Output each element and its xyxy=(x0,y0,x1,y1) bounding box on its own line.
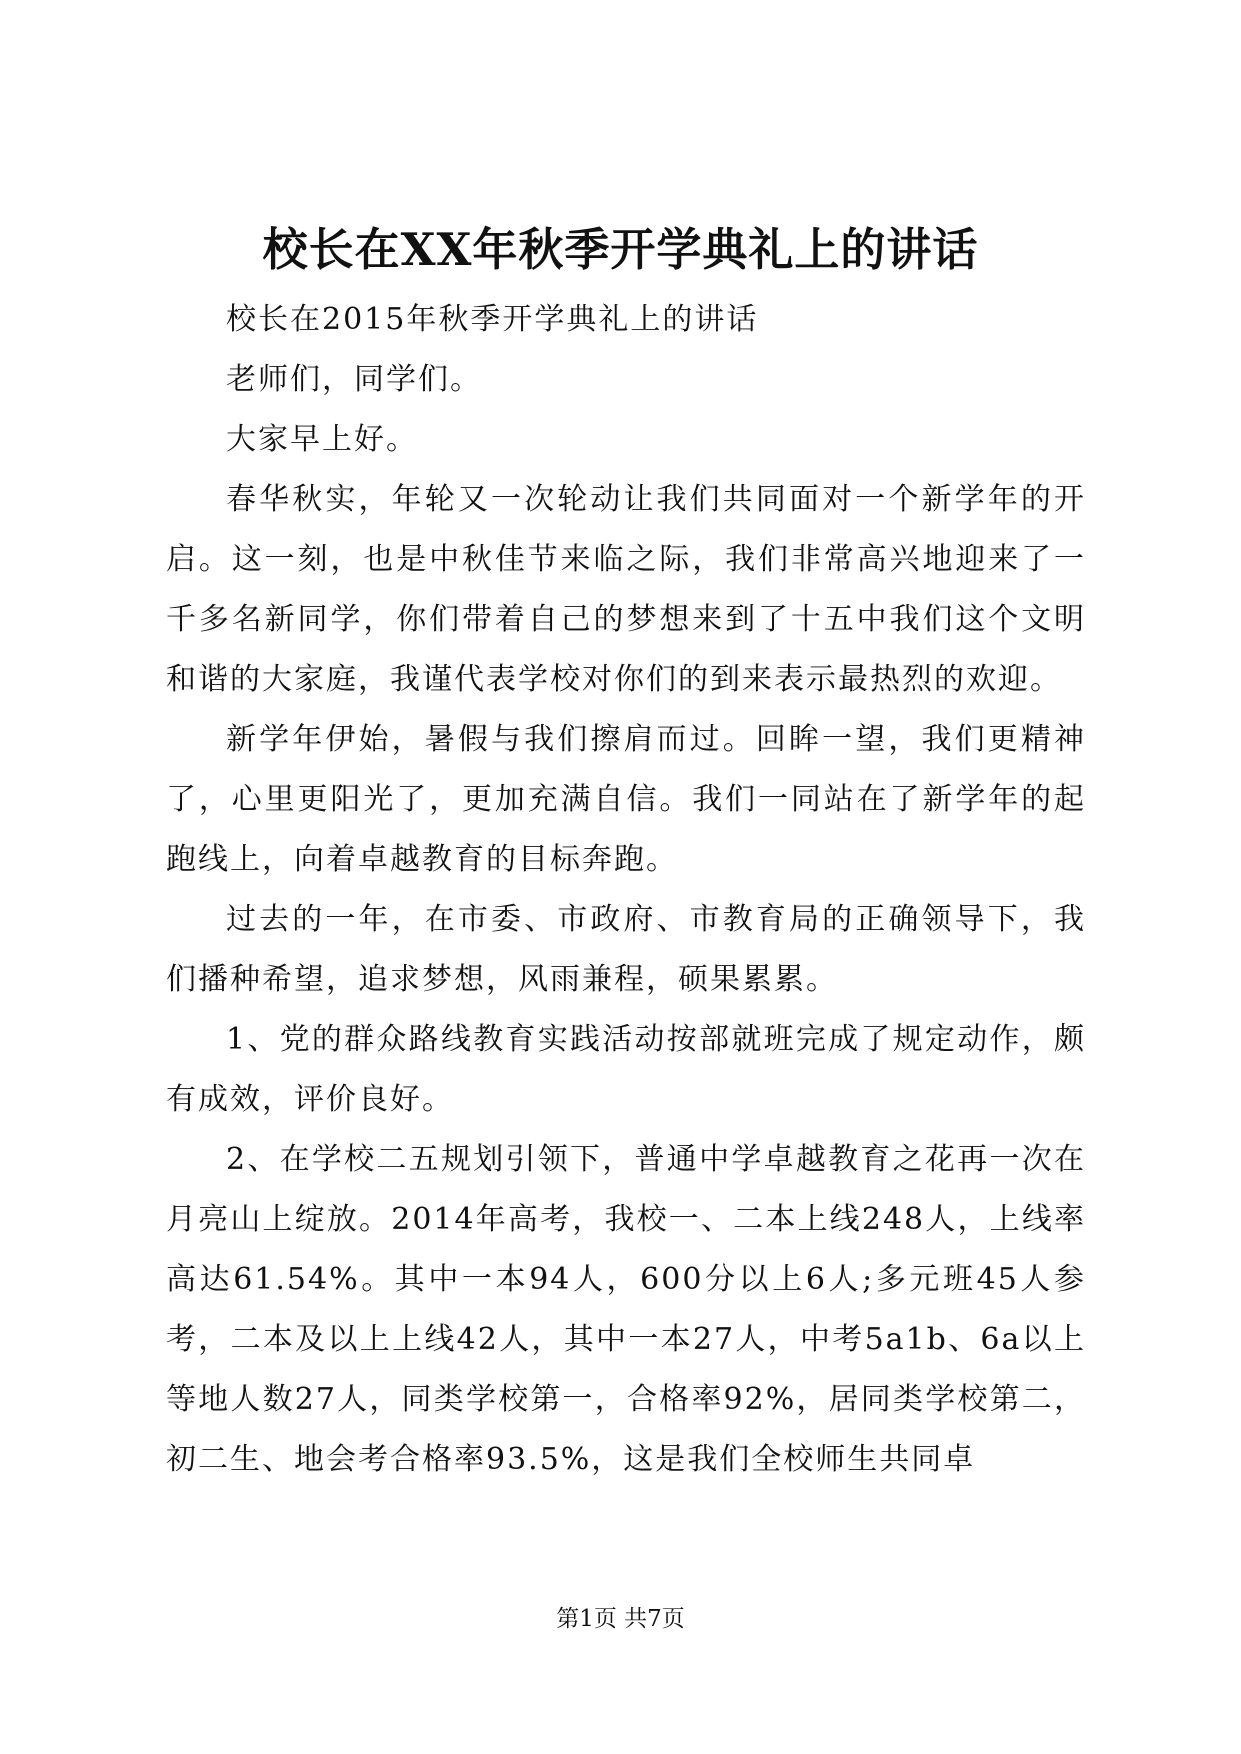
paragraph-subtitle: 校长在2015年秋季开学典礼上的讲话 xyxy=(226,302,759,337)
paragraph: 春华秋实，年轮又一次轮动让我们共同面对一个新学年的开启。这一刻，也是中秋佳节来临之际，我们非常高兴地迎来了一千多名新同学，你们带着自己的梦想来到了十五中我们这个文明和谐的大家庭，我谨代表学校对你们的到来表示最热烈的欢迎。 xyxy=(166,482,1086,697)
page-footer: 第1页 共7页 xyxy=(556,1606,685,1632)
paragraph-morning: 大家早上好。 xyxy=(226,422,418,457)
document-title: 校长在XX年秋季开学典礼上的讲话 xyxy=(262,223,979,276)
paragraph: 2、在学校二五规划引领下，普通中学卓越教育之花再一次在月亮山上绽放。2014年高考，我校一、二本上线248人，上线率高达61.54%。其中一本94人，600分以上6人;多元班45人参考，二本及以上上线42人，其中一本27人，中考5a1b、6a以上等地人数27人，同类学校第一，合格率92%，居同类学校第二，初二生、地会考合格率93.5%，这是我们全校师生共同卓 xyxy=(166,1142,1086,1477)
document-body xyxy=(166,290,1086,1490)
paragraph: 过去的一年，在市委、市政府、市教育局的正确领导下，我们播种希望，追求梦想，风雨兼程，硕果累累。 xyxy=(166,902,1086,997)
paragraph: 1、党的群众路线教育实践活动按部就班完成了规定动作，颇有成效，评价良好。 xyxy=(166,1022,1086,1117)
paragraph-greeting: 老师们，同学们。 xyxy=(226,362,482,397)
paragraph: 新学年伊始，暑假与我们擦肩而过。回眸一望，我们更精神了，心里更阳光了，更加充满自信。我们一同站在了新学年的起跑线上，向着卓越教育的目标奔跑。 xyxy=(166,722,1086,877)
